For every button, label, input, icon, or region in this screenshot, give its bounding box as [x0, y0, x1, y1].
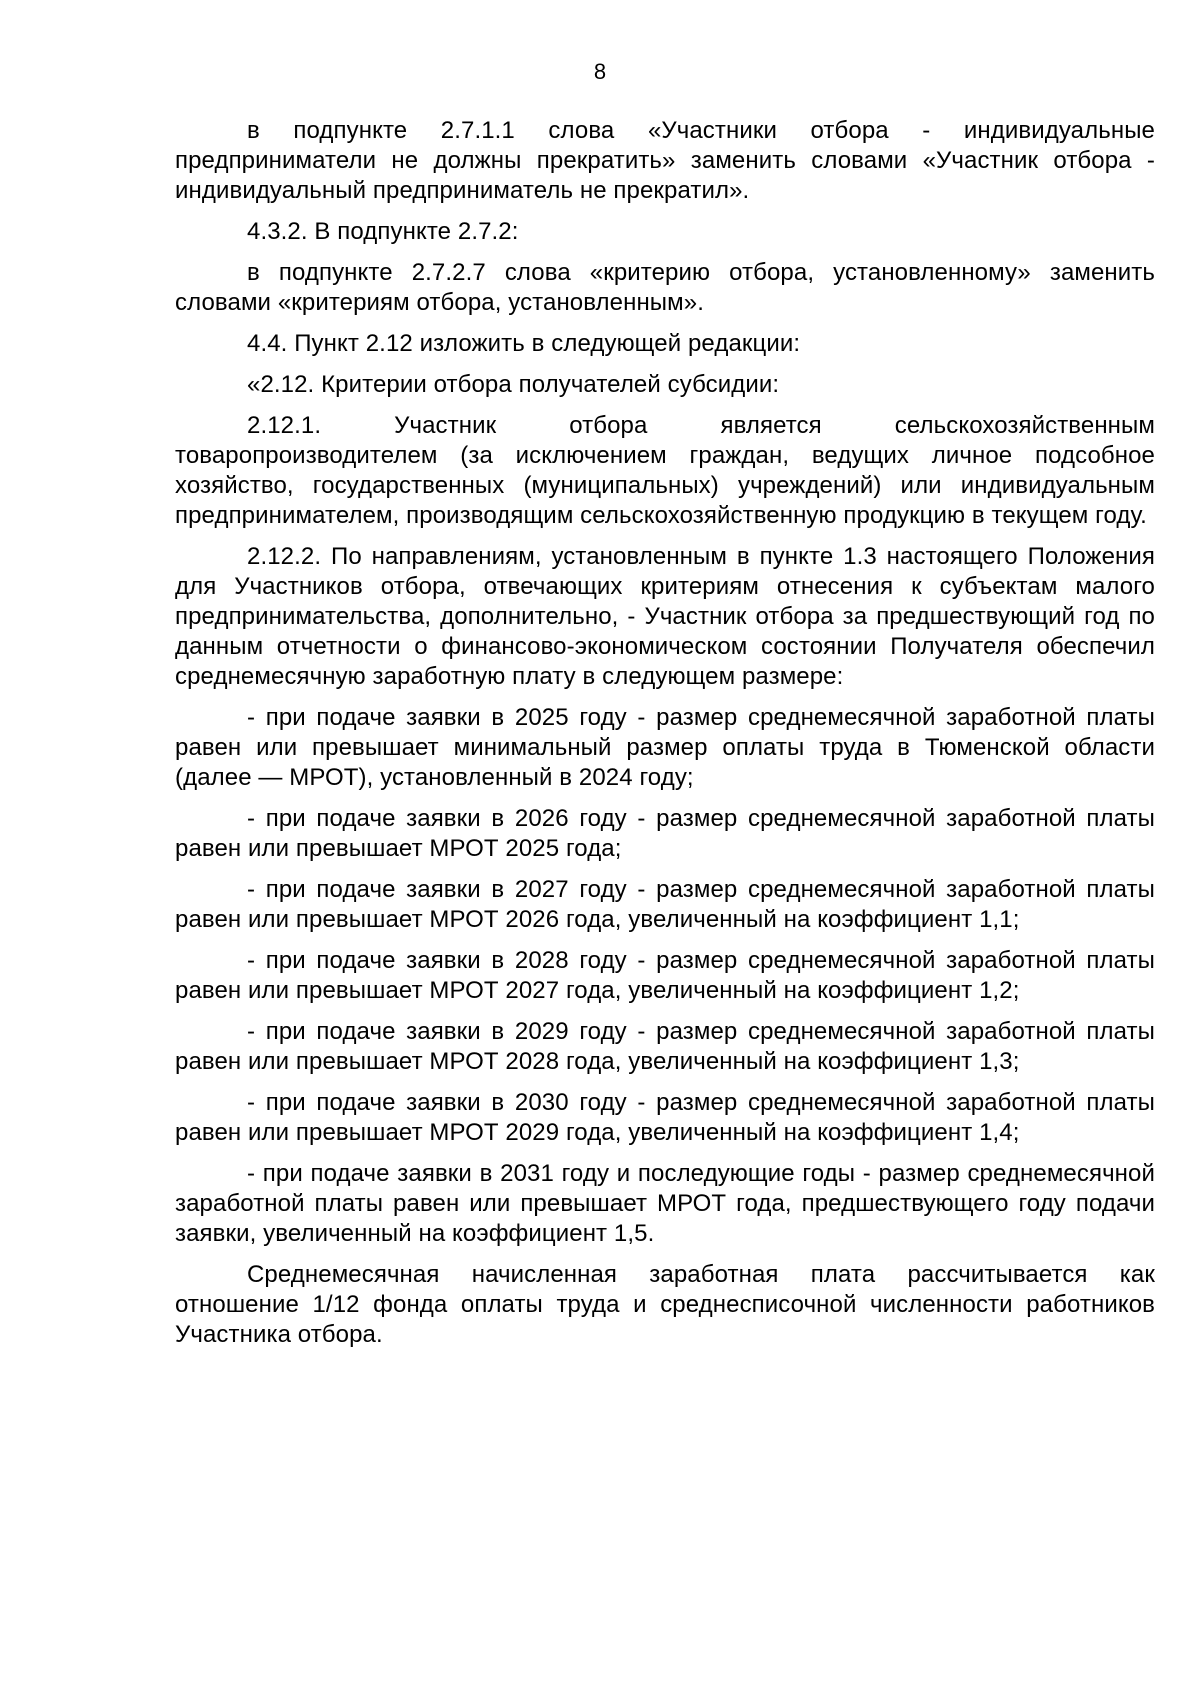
list-item-2027: - при подаче заявки в 2027 году - размер среднемесячной заработной платы равен или превышает МРОТ 2026 года, увеличенный на коэффициент 1,1; — [175, 876, 1155, 933]
paragraph-2-12-2: 2.12.2. По направлениям, установленным в пункте 1.3 настоящего Положения для Участников отбора, отвечающих критериям отнесения к субъектам малого предпринимательства, дополнительно, - Участник отбора за предшествующий год по данным отчетности о финансово-экономическом состоянии Получателя обеспечил среднемесячную заработную плату в следующем размере: — [175, 543, 1155, 690]
paragraph-2-12-1: 2.12.1. Участник отбора является сельскохозяйственным товаропроизводителем (за исключением граждан, ведущих личное подсобное хозяйство, государственных (муниципальных) учреждений) или индивидуальным предпринимателем, производящим сельскохозяйственную продукцию в текущем году. — [175, 412, 1155, 529]
paragraph-heading-4-4: 4.4. Пункт 2.12 изложить в следующей редакции: — [247, 330, 801, 357]
list-item-2031: - при подаче заявки в 2031 году и последующие годы - размер среднемесячной заработной платы равен или превышает МРОТ года, предшествующего году подачи заявки, увеличенный на коэффициент 1,5. — [175, 1160, 1155, 1247]
paragraph-average-wage: Среднемесячная начисленная заработная плата рассчитывается как отношение 1/12 фонда оплаты труда и среднесписочной численности работников Участника отбора. — [175, 1261, 1155, 1348]
paragraph-amend-2-7-2-7: в подпункте 2.7.2.7 слова «критерию отбора, установленному» заменить словами «критериям отбора, установленным». — [175, 259, 1155, 316]
paragraph-heading-4-3-2: 4.3.2. В подпункте 2.7.2: — [247, 218, 519, 245]
paragraph-amend-2-7-1-1: в подпункте 2.7.1.1 слова «Участники отбора - индивидуальные предприниматели не должны прекратить» заменить словами «Участник отбора - индивидуальный предприниматель не прекратил». — [175, 117, 1155, 204]
list-item-2030: - при подаче заявки в 2030 году - размер среднемесячной заработной платы равен или превышает МРОТ 2029 года, увеличенный на коэффициент 1,4; — [175, 1089, 1155, 1146]
list-item-2028: - при подаче заявки в 2028 году - размер среднемесячной заработной платы равен или превышает МРОТ 2027 года, увеличенный на коэффициент 1,2; — [175, 947, 1155, 1004]
page-number: 8 — [593, 59, 607, 84]
list-item-2025: - при подаче заявки в 2025 году - размер среднемесячной заработной платы равен или превышает минимальный размер оплаты труда в Тюменской области (далее — МРОТ), установленный в 2024 году; — [175, 704, 1155, 791]
list-item-2026: - при подаче заявки в 2026 году - размер среднемесячной заработной платы равен или превышает МРОТ 2025 года; — [175, 805, 1155, 862]
document-body — [175, 116, 1155, 1361]
paragraph-heading-2-12: «2.12. Критерии отбора получателей субсидии: — [247, 371, 780, 398]
list-item-2029: - при подаче заявки в 2029 году - размер среднемесячной заработной платы равен или превышает МРОТ 2028 года, увеличенный на коэффициент 1,3; — [175, 1018, 1155, 1075]
